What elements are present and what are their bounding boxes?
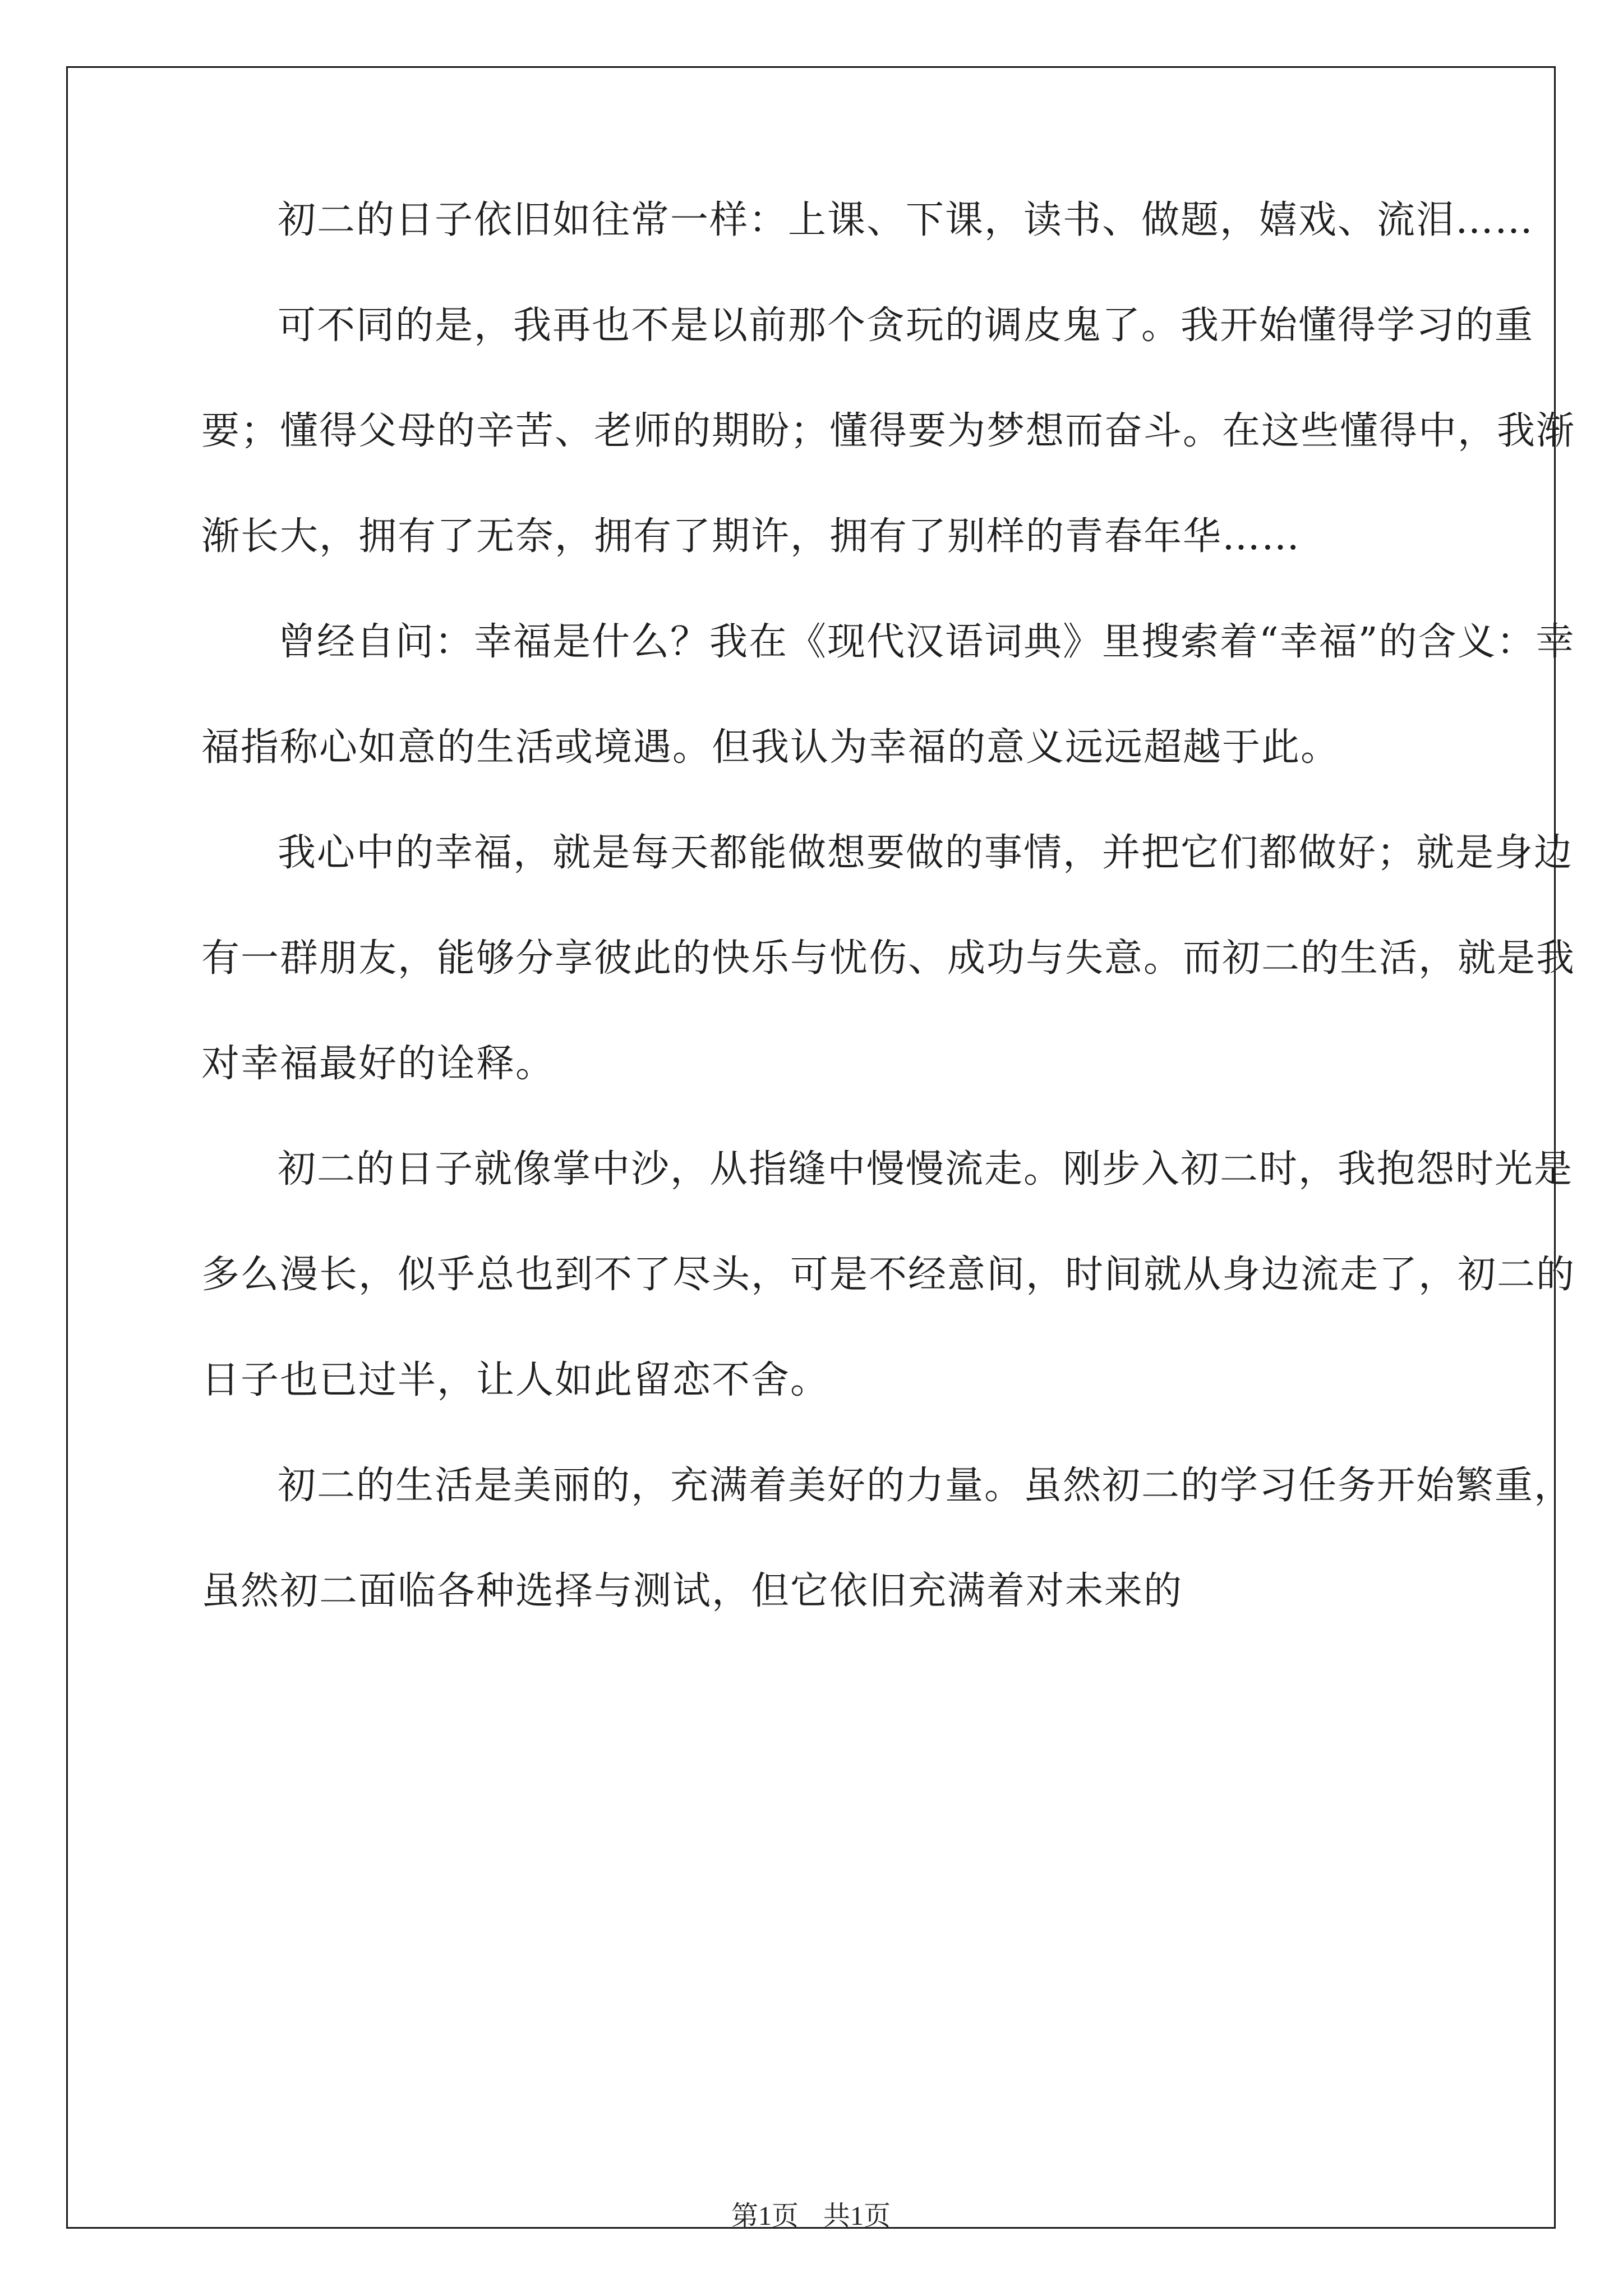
document-body (201, 168, 1581, 1644)
paragraph: 我心中的幸福，就是每天都能做想要做的事情，并把它们都做好；就是身边有一群朋友，能够分享彼此的快乐与忧伤、成功与失意。而初二的生活，就是我对幸福最好的诠释。 (201, 831, 1576, 1086)
paragraph: 曾经自问：幸福是什么？我在《现代汉语词典》里搜索着“幸福”的含义：幸福指称心如意的生活或境遇。但我认为幸福的意义远远超越于此。 (201, 620, 1575, 770)
paragraph: 初二的日子就像掌中沙，从指缝中慢慢流走。刚步入初二时，我抱怨时光是多么漫长，似乎总也到不了尽头，可是不经意间，时间就从身边流走了，初二的日子也已过半，让人如此留恋不舍。 (201, 1147, 1576, 1402)
paragraph: 初二的日子依旧如往常一样：上课、下课，读书、做题，嬉戏、流泪…… (278, 198, 1534, 242)
page-number-total: 共1页 (823, 2201, 891, 2231)
page-footer (68, 2200, 1554, 2233)
paragraph: 初二的生活是美丽的，充满着美好的力量。虽然初二的学习任务开始繁重，虽然初二面临各种选择与测试，但它依旧充满着对未来的 (201, 1464, 1574, 1613)
page-frame (66, 66, 1576, 2231)
page-number-current: 第1页 (731, 2201, 799, 2231)
paragraph: 可不同的是，我再也不是以前那个贪玩的调皮鬼了。我开始懂得学习的重要；懂得父母的辛苦、老师的期盼；懂得要为梦想而奋斗。在这些懂得中，我渐渐长大，拥有了无奈，拥有了期许，拥有了别样的青春年华…… (201, 303, 1576, 559)
